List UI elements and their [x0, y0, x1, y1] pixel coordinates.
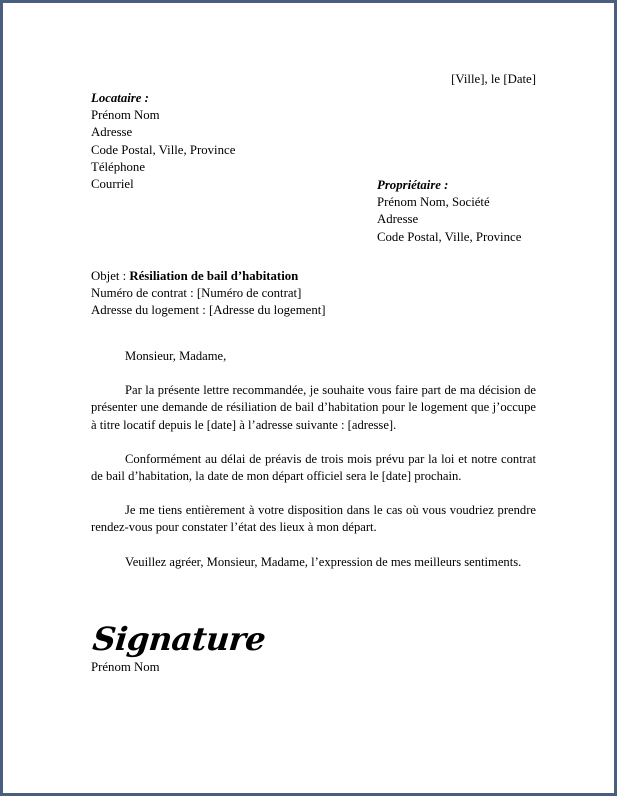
letter-sheet	[3, 3, 614, 793]
tenant-phone: Téléphone	[91, 159, 146, 174]
tenant-email: Courriel	[91, 177, 134, 192]
subject-address-label: Adresse du logement :	[91, 303, 209, 318]
body-paragraph-3: Je me tiens entièrement à votre disposition dans le cas où vous voudriez prendre rendez-vous pour constater l’état des lieux à mon départ.	[91, 503, 536, 535]
body-paragraph-4: Veuillez agréer, Monsieur, Madame, l’expression de mes meilleurs sentiments.	[125, 554, 522, 569]
body-paragraph-2: Conformément au délai de préavis de trois mois prévu par la loi et notre contrat de bail d’habitation, la date de mon départ officiel sera le [date] prochain.	[91, 451, 536, 484]
landlord-heading: Propriétaire :	[377, 178, 449, 192]
subject-contract-label: Numéro de contrat :	[91, 286, 197, 301]
tenant-address: Adresse	[91, 125, 133, 140]
tenant-city-line: Code Postal, Ville, Province	[91, 142, 236, 157]
landlord-city-line: Code Postal, Ville, Province	[377, 229, 522, 244]
letter-body	[91, 348, 536, 571]
date-line: [Ville], le [Date]	[451, 72, 536, 86]
subject-block	[91, 268, 536, 320]
tenant-heading: Locataire :	[91, 91, 149, 105]
subject-address-row	[91, 302, 536, 319]
signature-block	[91, 621, 391, 676]
subject-address-value: [Adresse du logement]	[209, 303, 326, 318]
salutation: Monsieur, Madame,	[125, 349, 227, 363]
tenant-block	[91, 90, 371, 193]
subject-objet-value: Résiliation de bail d’habitation	[129, 269, 299, 283]
subject-objet-row	[91, 268, 536, 285]
subject-objet-label: Objet :	[91, 269, 130, 283]
body-paragraph-1: Par la présente lettre recommandée, je souhaite vous faire part de ma décision de présenter une demande de résiliation de bail d’habitation pour le logement que j’occupe à titre locatif depuis le [date] à l’adresse suivante : [adresse].	[91, 383, 536, 432]
landlord-block	[377, 177, 617, 246]
tenant-name: Prénom Nom	[91, 108, 160, 123]
signature-script: Signature	[90, 620, 268, 658]
subject-contract-row	[91, 285, 536, 302]
subject-contract-value: [Numéro de contrat]	[196, 286, 302, 301]
signature-name: Prénom Nom	[91, 660, 160, 674]
landlord-name: Prénom Nom, Société	[377, 195, 490, 210]
landlord-address: Adresse	[377, 212, 419, 227]
